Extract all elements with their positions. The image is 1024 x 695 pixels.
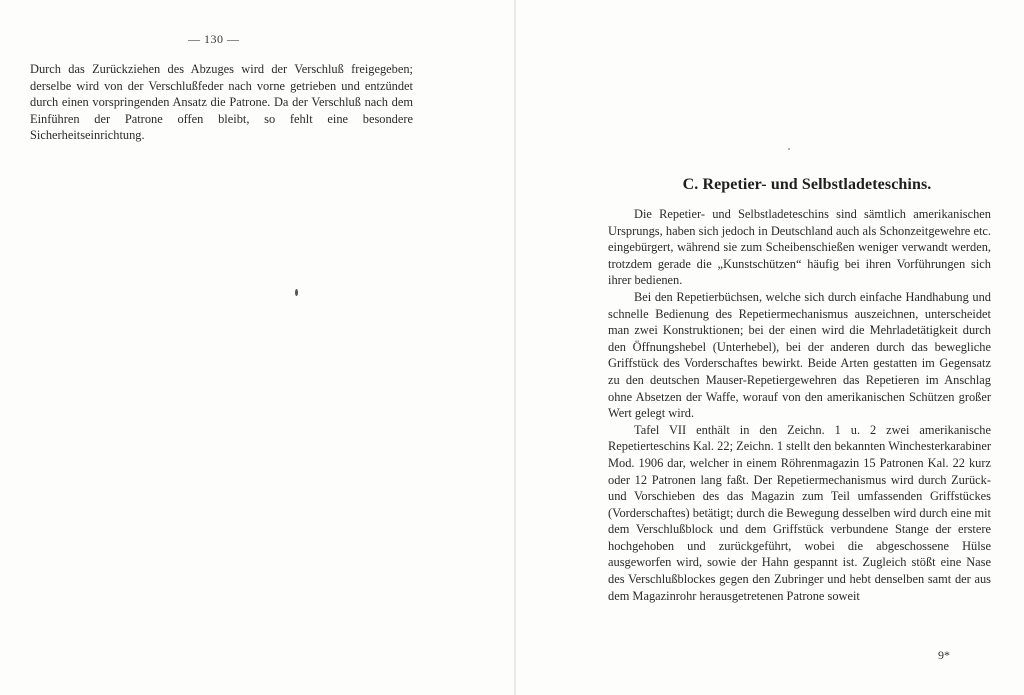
printer-signature: 9*	[938, 648, 950, 662]
paragraph: Bei den Repetierbüchsen, welche sich durch einfache Handhabung und schnelle Bedienung des Repetiermechanismus auszeichnen, unterscheidet man zwei Konstruktionen; bei der einen wird die Mehrladetätigkeit durch den Öffnungshebel (Unterhebel), bei der anderen durch das bewegliche Griffstück des Vorderschaftes bewirkt. Beide Arten gestatten im Gegensatz zu den deutschen Mauser-Repetiergewehren das Repetieren im Anschlag ohne Absetzen der Waffe, worauf von den amerikanischen Schützen großer Wert gelegt wird.	[608, 289, 991, 421]
ink-speck	[788, 148, 790, 150]
left-page-text	[30, 61, 413, 144]
page-number: — 130 —	[188, 32, 240, 46]
left-paragraph: Durch das Zurückziehen des Abzuges wird der Verschluß freigegeben; derselbe wird von der Verschlußfeder nach vorne getrieben und entzündet durch einen vorspringenden Ansatz die Patrone. Da der Verschluß nach dem Einführen der Patrone offen bleibt, so fehlt eine besondere Sicherheitseinrichtung.	[30, 62, 413, 143]
right-page-text	[608, 206, 991, 604]
section-heading: C. Repetier- und Selbstladeteschins.	[682, 176, 932, 193]
ink-speck	[295, 289, 298, 296]
paragraph: Die Repetier- und Selbstladeteschins sind sämtlich amerikanischen Ursprungs, haben sich jedoch in Deutschland auch als Schonzeitgewehre etc. eingebürgert, während sie zum Scheibenschießen weniger verwandt werden, trotzdem gerade die „Kunstschützen“ häufig bei ihren Vorführungen sich ihrer bedienen.	[608, 207, 991, 288]
right-page	[516, 0, 1024, 695]
paragraph: Tafel VII enthält in den Zeichn. 1 u. 2 zwei amerikanische Repetierteschins Kal. 22; Zeichn. 1 stellt den bekannten Winchesterkarabiner Mod. 1906 dar, welcher in einem Röhrenmagazin 15 Patronen Kal. 22 kurz oder 12 Patronen lang faßt. Der Repetiermechanismus wird durch Zurück- und Vorschieben des das Magazin zum Teil umfassenden Griffstückes (Vorderschaftes) betätigt; durch die Bewegung desselben wird durch eine mit dem Verschlußblock und dem Griffstück verbundene Stange der erstere hochgehoben und zurückgeführt, wobei die abgeschossene Hülse ausgeworfen wird, sowie der Hahn gespannt ist. Zugleich stößt eine Nase des Verschlußblockes gegen den Zubringer und hebt denselben samt der aus dem Magazinrohr herausgetretenen Patrone soweit	[608, 422, 991, 603]
